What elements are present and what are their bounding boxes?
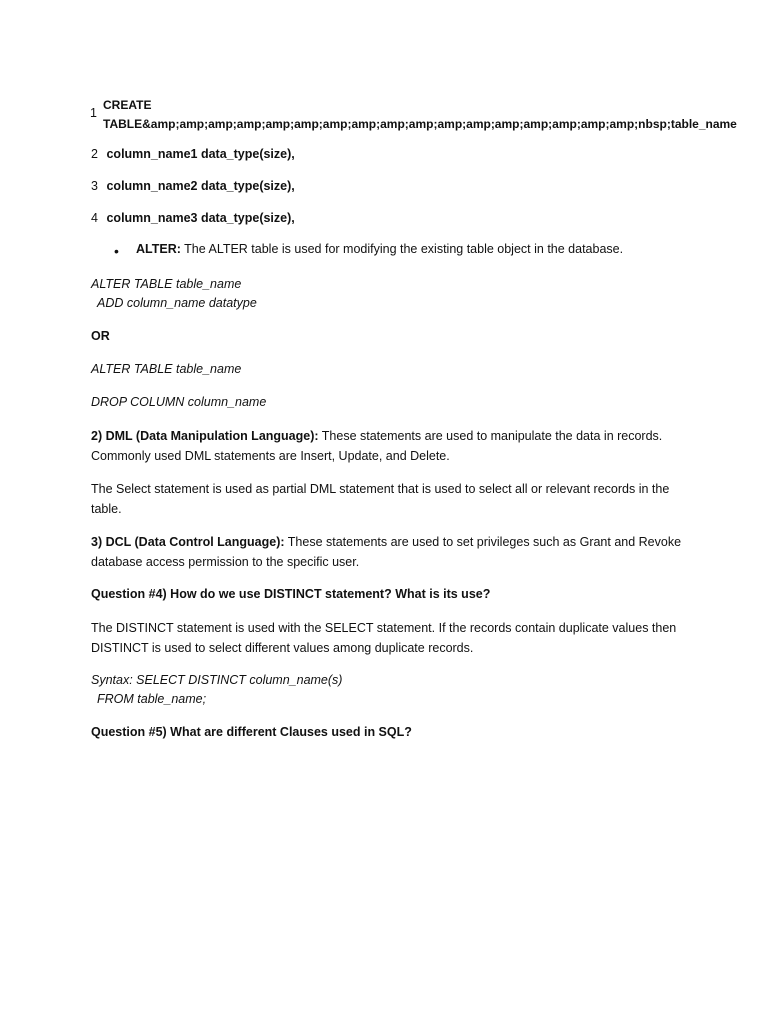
code-line-number: 3 (91, 179, 98, 193)
code-line-number: 1 (90, 106, 97, 120)
dml-label: 2) DML (Data Manipulation Language): (91, 429, 319, 443)
create-table-text: TABLE&amp;amp;amp;amp;amp;amp;amp;amp;amp;amp;amp;amp;amp;amp;amp;amp;amp;nbsp;table_name (103, 117, 737, 131)
dcl-text: These statements are used to set privileges such as Grant and Revoke database access permission to the specific user. (91, 535, 682, 569)
alter-label: ALTER: (136, 242, 181, 256)
syntax-line: Syntax: SELECT DISTINCT column_name(s) (91, 673, 343, 687)
syntax-line: FROM table_name; (97, 692, 207, 706)
distinct-paragraph: The DISTINCT statement is used with the SELECT statement. If the records contain duplicate values then DISTINCT is used to select different values among duplicate records. (91, 621, 677, 655)
code-line-create (103, 96, 737, 134)
code-line (91, 147, 295, 161)
create-keyword: CREATE (103, 98, 152, 112)
alter-syntax-line: ALTER TABLE table_name (91, 362, 242, 376)
question-5-heading: Question #5) What are different Clauses used in SQL? (91, 725, 412, 739)
alter-description: The ALTER table is used for modifying the existing table object in the database. (180, 242, 624, 256)
dml-paragraph (91, 426, 691, 466)
dcl-label: 3) DCL (Data Control Language): (91, 535, 285, 549)
code-line (91, 211, 295, 225)
dml-text: These statements are used to manipulate the data in records. Commonly used DML statements are Insert, Update, and Delete. (91, 429, 663, 463)
select-note-paragraph: The Select statement is used as partial DML statement that is used to select all or relevant records in the table. (91, 482, 670, 516)
dcl-paragraph (91, 532, 691, 572)
alter-syntax-line: ADD column_name datatype (97, 296, 257, 310)
code-line (91, 179, 295, 193)
alter-syntax-line: ALTER TABLE table_name (91, 277, 242, 291)
alter-syntax-line: DROP COLUMN column_name (91, 395, 267, 409)
code-line-text: column_name1 data_type(size), (106, 147, 295, 161)
code-line-number: 4 (91, 211, 98, 225)
code-line-text: column_name3 data_type(size), (106, 211, 295, 225)
code-line-number: 2 (91, 147, 98, 161)
or-separator: OR (91, 329, 110, 343)
question-4-heading: Question #4) How do we use DISTINCT statement? What is its use? (91, 587, 491, 601)
bullet-icon: • (114, 243, 119, 259)
code-line-text: column_name2 data_type(size), (106, 179, 295, 193)
alter-bullet-item (136, 242, 623, 256)
